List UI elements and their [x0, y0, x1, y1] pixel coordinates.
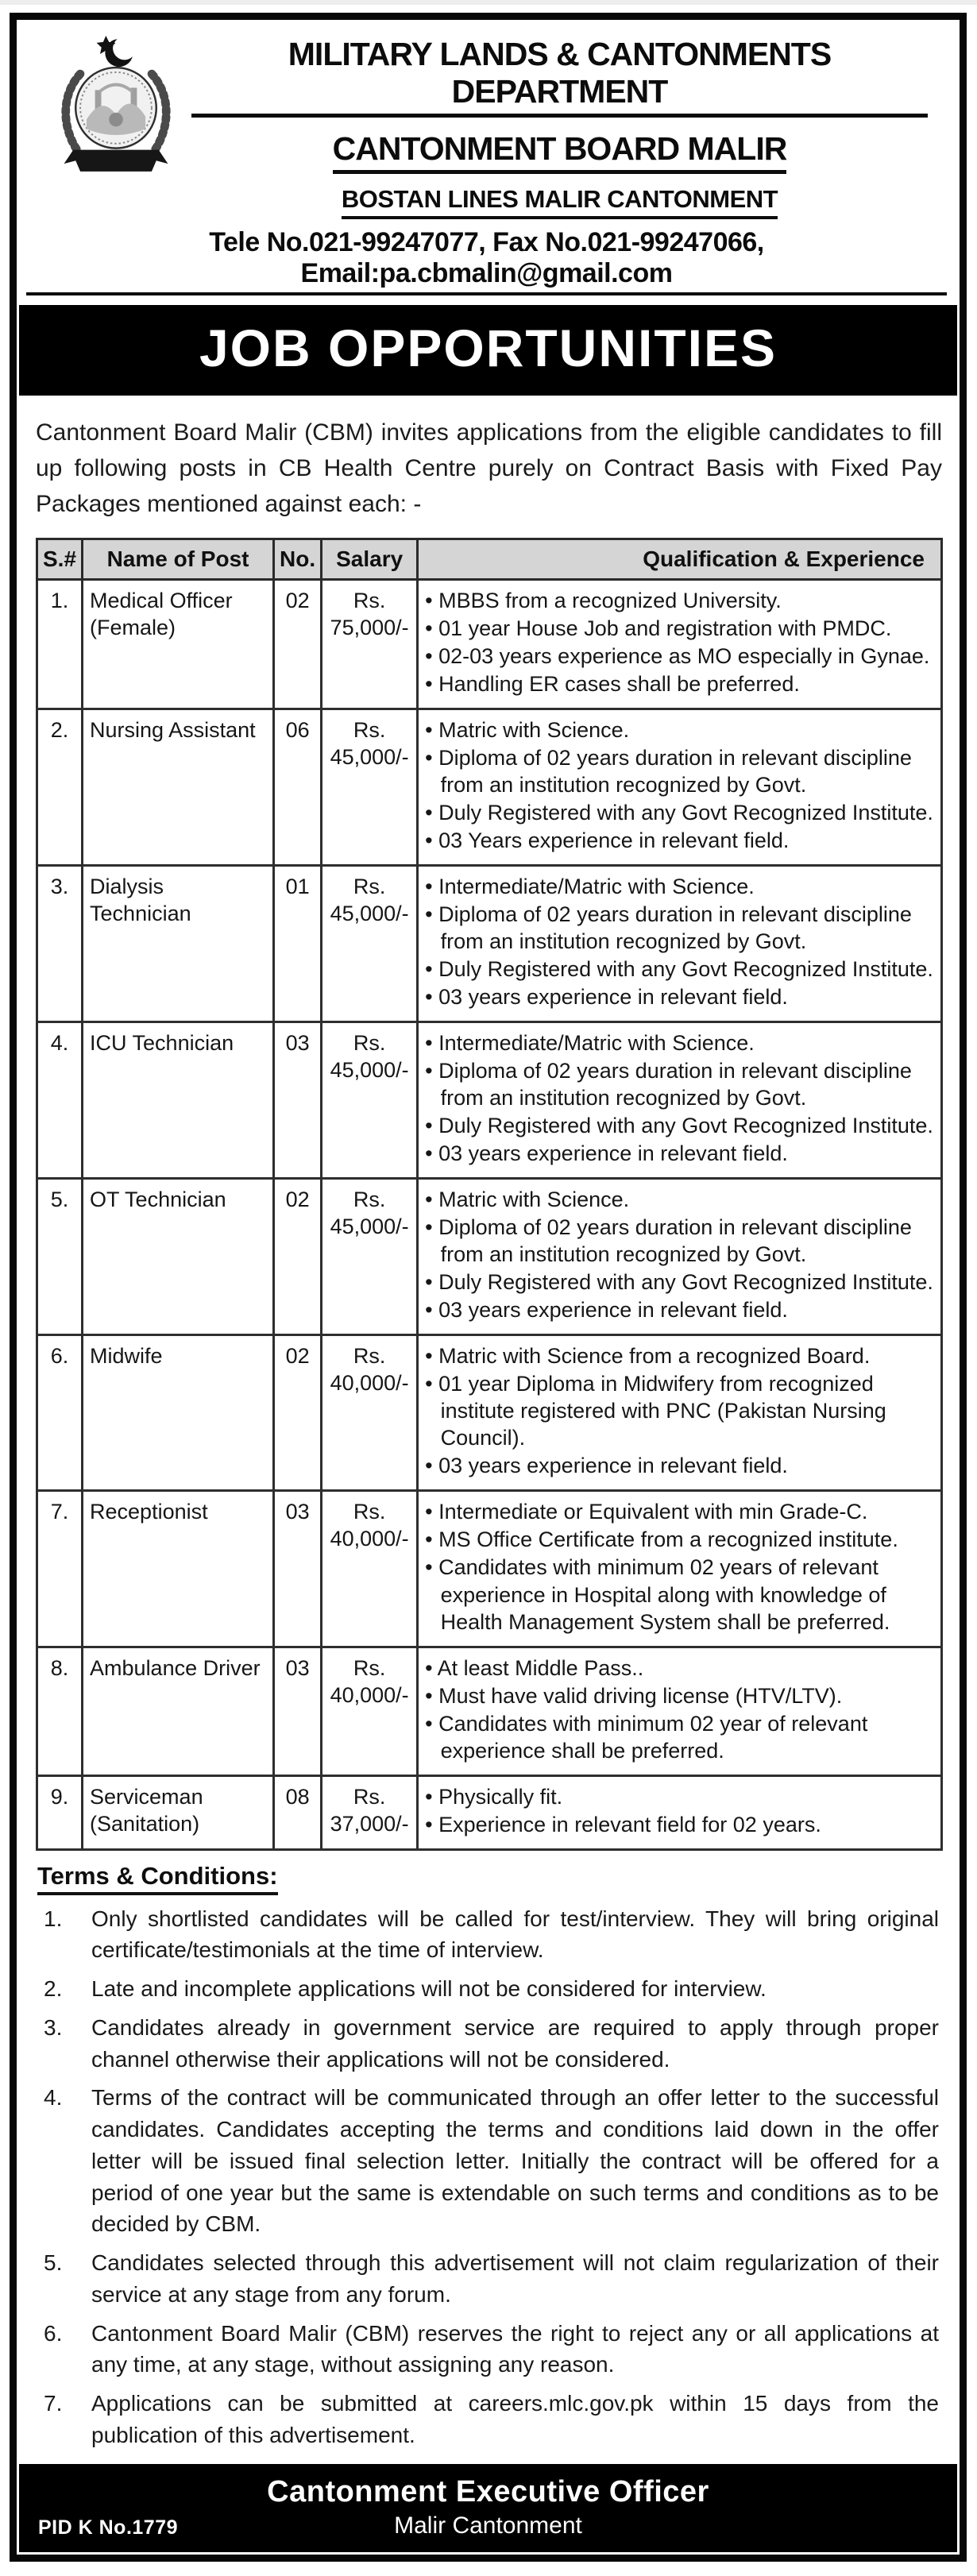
qualification-bullet: • Duly Registered with any Govt Recognized Institute.: [425, 1270, 933, 1295]
salary-cell: [322, 1775, 418, 1849]
salary-currency: Rs.: [353, 1344, 386, 1369]
serial-cell: 2.: [37, 709, 83, 866]
pakistan-crest-icon: [50, 31, 182, 176]
term-number: 3.: [44, 2014, 63, 2040]
salary-amount: 40,000/-: [330, 1682, 409, 1707]
qualification-cell: [418, 1775, 942, 1849]
qualification-cell: [418, 1022, 942, 1179]
salary-cell: [322, 580, 418, 709]
salary-currency: Rs.: [353, 589, 386, 612]
qualification-bullet: • 01 year Diploma in Midwifery from recognized institute registered with PNC (Pakistan Nursing Council).: [425, 1372, 886, 1450]
qualification-bullet: • Candidates with minimum 02 years of relevant experience in Hospital along with knowledge of Health Management System shall be preferred.: [425, 1555, 890, 1634]
salary-cell: [322, 709, 418, 866]
table-row: [37, 1647, 942, 1775]
qualification-bullet: • 03 years experience in relevant field.: [425, 1141, 788, 1166]
salary-currency: Rs.: [353, 1188, 386, 1212]
qualification-bullet: • Diploma of 02 years duration in relevant discipline from an institution recognized by Govt.: [425, 746, 912, 798]
salary-currency: Rs.: [353, 1655, 386, 1680]
department-title: MILITARY LANDS & CANTONMENTS DEPARTMENT: [191, 36, 928, 118]
post-name-cell: Nursing Assistant: [83, 709, 274, 866]
post-name-cell: ICU Technician: [83, 1022, 274, 1179]
banner-title: JOB OPPORTUNITIES: [199, 319, 778, 377]
qualification-cell: [418, 1491, 942, 1647]
salary-cell: [322, 1647, 418, 1775]
term-item: [37, 1973, 940, 2005]
board-title-line: [191, 130, 928, 174]
qualification-bullet: • Diploma of 02 years duration in relevant discipline from an institution recognized by Govt.: [425, 1215, 912, 1267]
terms-heading: Terms & Conditions:: [37, 1862, 278, 1895]
table-row: [37, 1179, 942, 1335]
qualification-bullet: • Intermediate/Matric with Science.: [425, 1031, 755, 1056]
qualification-bullet: • MBBS from a recognized University.: [425, 589, 782, 612]
term-text: Cantonment Board Malir (CBM) reserves the right to reject any or all applications at any time, at any stage, without assigning any reason.: [91, 2320, 939, 2377]
term-number: 4.: [44, 2085, 63, 2111]
serial-cell: 3.: [37, 866, 83, 1022]
qualification-bullet: • Matric with Science.: [425, 718, 630, 743]
post-name-cell: Dialysis Technician: [83, 866, 274, 1022]
salary-amount: 40,000/-: [330, 1527, 409, 1551]
header-titles: [187, 28, 947, 219]
term-number: 1.: [44, 1906, 63, 1931]
terms-section: [37, 1862, 940, 2451]
term-text: Late and incomplete applications will not be considered for interview.: [91, 1976, 767, 2002]
serial-cell: 7.: [37, 1491, 83, 1647]
qualification-bullet: • Duly Registered with any Govt Recognized Institute.: [425, 1114, 933, 1138]
qualification-bullet: • Diploma of 02 years duration in relevant discipline from an institution recognized by Govt.: [425, 1059, 912, 1110]
serial-cell: 8.: [37, 1647, 83, 1775]
job-opportunities-banner: [19, 305, 957, 396]
signatory-location: Malir Cantonment: [394, 2512, 582, 2539]
salary-cell: [322, 1179, 418, 1335]
salary-amount: 45,000/-: [330, 902, 409, 926]
qualification-bullet: • 03 years experience in relevant field.: [425, 985, 788, 1010]
qualification-cell: [418, 709, 942, 866]
salary-cell: [322, 866, 418, 1022]
vacancies-cell: 03: [274, 1022, 322, 1179]
qualification-bullet: • Handling ER cases shall be preferred.: [425, 672, 800, 697]
post-name-cell: Serviceman (Sanitation): [83, 1775, 274, 1849]
qualification-bullet: • 03 years experience in relevant field.: [425, 1454, 788, 1478]
salary-currency: Rs.: [353, 875, 386, 899]
salary-amount: 75,000/-: [330, 616, 409, 640]
qualification-bullet: • Physically fit.: [425, 1784, 563, 1809]
salary-amount: 40,000/-: [330, 1371, 409, 1396]
post-name-cell: Midwife: [83, 1335, 274, 1491]
salary-currency: Rs.: [353, 1784, 386, 1809]
vacancies-cell: 02: [274, 580, 322, 709]
job-advertisement: [10, 13, 967, 2562]
qualification-bullet: • Intermediate or Equivalent with min Grade-C.: [425, 1500, 868, 1524]
qualification-bullet: • 03 Years experience in relevant field.: [425, 828, 790, 853]
column-header: Salary: [322, 539, 418, 580]
contact-line: Tele No.021-99247077, Fax No.021-99247066, Email:pa.cbmalin@gmail.com: [26, 227, 947, 295]
salary-amount: 45,000/-: [330, 1215, 409, 1239]
post-name-cell: OT Technician: [83, 1179, 274, 1335]
term-text: Candidates already in government service are required to apply through proper channel otherwise their applications will not be considered.: [91, 2014, 939, 2072]
board-title: CANTONMENT BOARD MALIR: [333, 130, 787, 174]
contact-line-row: [26, 227, 947, 295]
term-text: Terms of the contract will be communicated through an offer letter to the successful candidates. Candidates accepting the terms and conditions laid down in the offer letter will be issued final selection letter. Initially the contract will be offered for a period of one year but the same is extendable on such terms and conditions as to be decided by CBM.: [91, 2085, 939, 2237]
vacancies-cell: 03: [274, 1491, 322, 1647]
column-header: Qualification & Experience: [418, 539, 942, 580]
qualification-bullet: • Experience in relevant field for 02 years.: [425, 1812, 821, 1836]
salary-cell: [322, 1491, 418, 1647]
vacancies-cell: 02: [274, 1179, 322, 1335]
post-name-cell: Ambulance Driver: [83, 1647, 274, 1775]
qualification-bullet: • Matric with Science.: [425, 1188, 630, 1212]
term-item: [37, 2012, 940, 2076]
vacancies-cell: 02: [274, 1335, 322, 1491]
signatory-title: Cantonment Executive Officer: [267, 2474, 709, 2508]
header-top-row: [26, 28, 947, 219]
vacancies-cell: 08: [274, 1775, 322, 1849]
post-name-cell: Medical Officer (Female): [83, 580, 274, 709]
vacancies-cell: 01: [274, 866, 322, 1022]
table-row: [37, 1022, 942, 1179]
qualification-bullet: • Matric with Science from a recognized Board.: [425, 1344, 871, 1369]
qualification-cell: [418, 1647, 942, 1775]
serial-cell: 9.: [37, 1775, 83, 1849]
term-number: 7.: [44, 2391, 63, 2416]
qualification-bullet: • MS Office Certificate from a recognized institute.: [425, 1527, 898, 1552]
table-row: [37, 1491, 942, 1647]
qualification-cell: [418, 866, 942, 1022]
header-row: [37, 539, 942, 580]
post-name-cell: Receptionist: [83, 1491, 274, 1647]
qualification-bullet: • At least Middle Pass..: [425, 1655, 644, 1680]
table-row: [37, 1335, 942, 1491]
salary-cell: [322, 1335, 418, 1491]
address-title-line: [191, 185, 928, 219]
pid-number: PID K No.1779: [38, 2516, 179, 2539]
term-number: 6.: [44, 2320, 63, 2346]
column-header: No.: [274, 539, 322, 580]
qualification-bullet: • Duly Registered with any Govt Recognized Institute.: [425, 957, 933, 982]
intro-paragraph: Cantonment Board Malir (CBM) invites applications from the eligible candidates to fill up following posts in CB Health Centre purely on Contract Basis with Fixed Pay Packages mentioned against each: -: [36, 419, 942, 517]
column-header: S.#: [37, 539, 83, 580]
column-header: Name of Post: [83, 539, 274, 580]
qualification-bullet: • Candidates with minimum 02 year of relevant experience shall be preferred.: [425, 1711, 868, 1763]
term-text: Applications can be submitted at careers.mlc.gov.pk within 15 days from the publication of this advertisement.: [91, 2391, 939, 2447]
salary-amount: 45,000/-: [330, 1058, 409, 1083]
qualification-bullet: • Intermediate/Matric with Science.: [425, 875, 755, 899]
term-text: Candidates selected through this advertisement will not claim regularization of their service at any stage from any forum.: [91, 2250, 939, 2307]
govt-crest-logo: [50, 31, 182, 180]
vacancies-cell: 06: [274, 709, 322, 866]
qualification-bullet: • 01 year House Job and registration with PMDC.: [425, 616, 892, 641]
table-row: [37, 580, 942, 709]
salary-currency: Rs.: [353, 1031, 386, 1056]
vacancies-cell: 03: [274, 1647, 322, 1775]
salary-amount: 37,000/-: [330, 1811, 409, 1836]
serial-cell: 5.: [37, 1179, 83, 1335]
posts-table-body: [37, 580, 942, 1850]
ad-footer: [19, 2464, 957, 2552]
salary-amount: 45,000/-: [330, 745, 409, 770]
qualification-cell: [418, 1335, 942, 1491]
term-item: [37, 1903, 940, 1967]
salary-currency: Rs.: [353, 1500, 386, 1524]
term-item: [37, 2388, 940, 2451]
term-number: 2.: [44, 1976, 63, 2002]
term-number: 5.: [44, 2250, 63, 2276]
serial-cell: 4.: [37, 1022, 83, 1179]
qualification-bullet: • Duly Registered with any Govt Recognized Institute.: [425, 801, 933, 825]
term-item: [37, 2247, 940, 2311]
terms-list: [37, 1903, 940, 2451]
qualification-bullet: • 03 years experience in relevant field.: [425, 1298, 788, 1323]
qualification-cell: [418, 580, 942, 709]
ad-header: [17, 20, 960, 295]
address-title: BOSTAN LINES MALIR CANTONMENT: [342, 185, 778, 219]
posts-table: [36, 538, 943, 1851]
term-item: [37, 2318, 940, 2381]
table-row: [37, 866, 942, 1022]
qualification-cell: [418, 1179, 942, 1335]
salary-cell: [322, 1022, 418, 1179]
salary-currency: Rs.: [353, 718, 386, 743]
serial-cell: 1.: [37, 580, 83, 709]
term-item: [37, 2082, 940, 2240]
table-row: [37, 1775, 942, 1849]
qualification-bullet: • Must have valid driving license (HTV/LTV).: [425, 1683, 843, 1708]
term-text: Only shortlisted candidates will be called for test/interview. They will bring original certificate/testimonials at the time of interview.: [91, 1906, 939, 1963]
table-row: [37, 709, 942, 866]
serial-cell: 6.: [37, 1335, 83, 1491]
terms-heading-row: [37, 1862, 940, 1895]
posts-table-head: [37, 539, 942, 580]
qualification-bullet: • Diploma of 02 years duration in relevant discipline from an institution recognized by Govt.: [425, 902, 912, 954]
department-title-line: [191, 36, 928, 118]
qualification-bullet: • 02-03 years experience as MO especially in Gynae.: [425, 644, 930, 669]
